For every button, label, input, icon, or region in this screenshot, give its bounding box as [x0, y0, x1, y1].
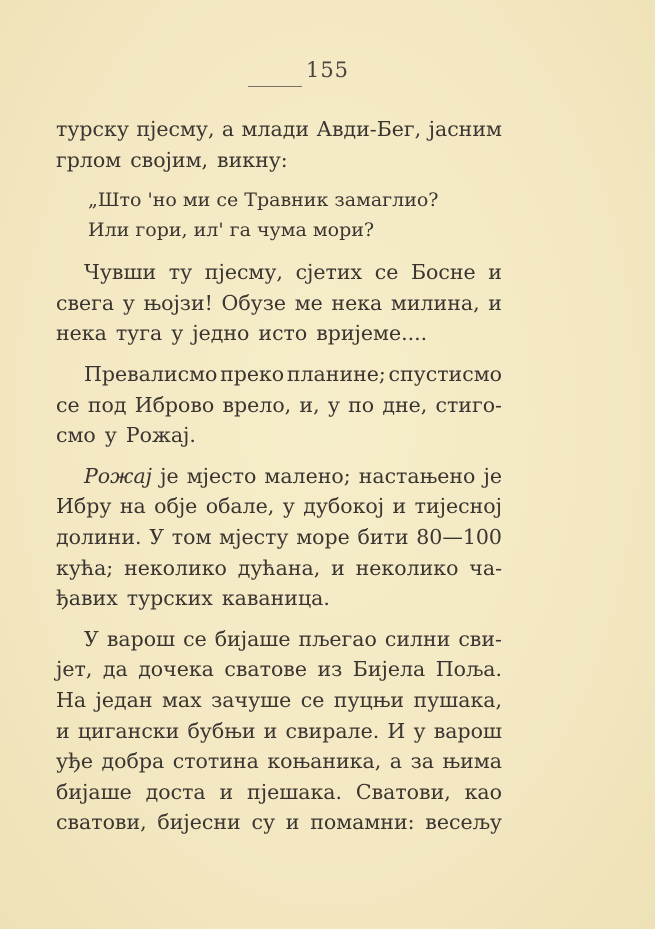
text-line: Рожај је мјесто малено; настањено је — [56, 461, 502, 492]
text-line: Превалисмо преко планине; спустисмо — [84, 361, 502, 386]
text-line: Ибру на обје обале, у дубокој и тијесној — [56, 494, 502, 519]
text-line: и цигански бубњи и свирале. И у варош — [56, 718, 502, 743]
text-line: турску пјесму, а млади Авди-Бег, јасним — [56, 117, 502, 141]
page-number-rule — [248, 86, 302, 87]
text-line: уђе добра стотина коњаника, а за њима — [56, 749, 502, 774]
text-line: У варош се бијаше пљегао силни сви- — [84, 626, 502, 651]
text-line: бијаше доста и пјешака. Сватови, као — [56, 779, 502, 804]
text-line: кућа; неколико дућана, и неколико ча- — [56, 555, 502, 580]
text-line: грлом својим, викну: — [56, 147, 288, 172]
text-line: смо у Рожај. — [56, 423, 196, 448]
text-line: На један мах зачуше се пуцњи пушака, — [56, 687, 502, 712]
text-line: се под Иброво врело, и, у по дне, стиго- — [56, 392, 502, 417]
place-name-italic: Рожај — [84, 463, 153, 488]
text-line: Чувши ту пјесму, сјетих се Босне и — [84, 260, 502, 285]
page-number: 155 — [305, 58, 350, 82]
text-line: свега у њојзи! Обузе ме нека милина, и — [56, 290, 502, 315]
text-line: сватови, бијесни су и помамни: весељу — [56, 810, 502, 835]
verse-line: Или гори, ил' га чума мори? — [88, 219, 375, 242]
verse-line: „Што 'но ми се Травник замаглио? — [88, 189, 439, 212]
body-text — [56, 114, 502, 838]
text-line: нека туга у једно исто вријеме.... — [56, 321, 428, 346]
text-line: ђавих турских каваница. — [56, 586, 330, 611]
text-line: јет, да дочека сватове из Бијела Поља. — [56, 657, 502, 682]
text-line: долини. У том мјесту море бити 80—100 — [56, 524, 502, 549]
